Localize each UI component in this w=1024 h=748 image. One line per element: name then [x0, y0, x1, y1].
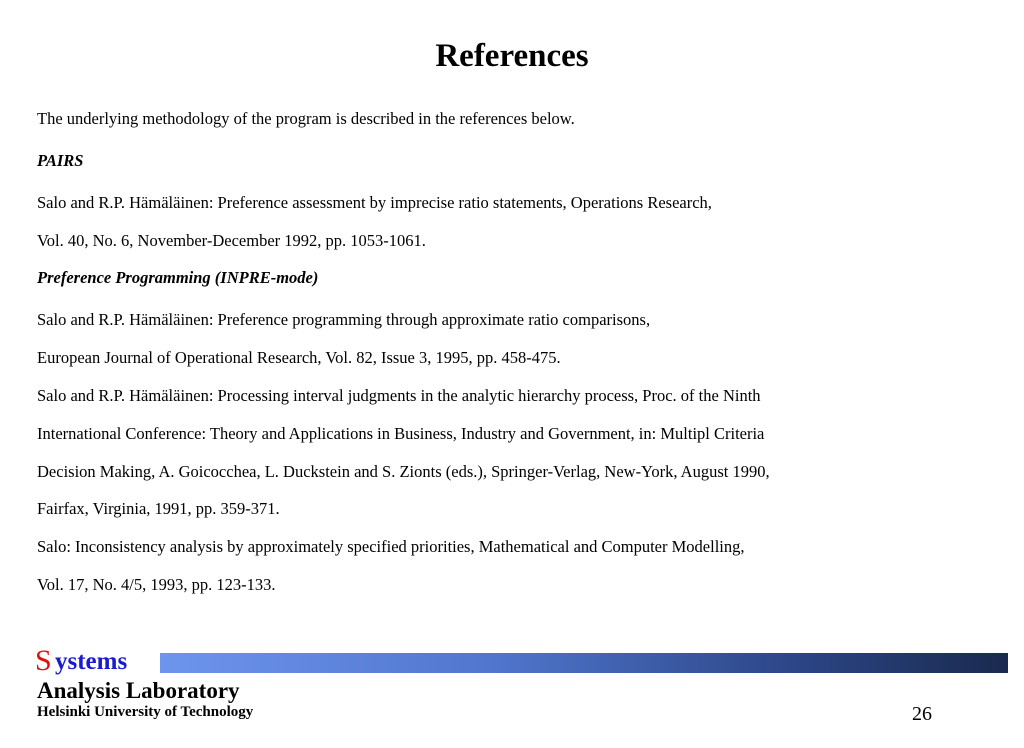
logo-letter-s: S [35, 644, 52, 677]
reference-line: Fairfax, Virginia, 1991, pp. 359-371. [37, 499, 280, 518]
footer-gradient-bar [160, 653, 1008, 673]
reference-line: Decision Making, A. Goicocchea, L. Duckstein and S. Zionts (eds.), Springer-Verlag, New-York, August 1990, [37, 462, 770, 481]
reference-line: Salo: Inconsistency analysis by approximately specified priorities, Mathematical and Computer Modelling, [37, 537, 745, 556]
reference-line: Salo and R.P. Hämäläinen: Processing interval judgments in the analytic hierarchy process, Proc. of the Ninth [37, 386, 761, 405]
section-heading-preference-programming: Preference Programming (INPRE-mode) [37, 268, 319, 287]
reference-line: International Conference: Theory and Applications in Business, Industry and Government, in: Multipl Criteria [37, 424, 765, 443]
reference-line: Vol. 17, No. 4/5, 1993, pp. 123-133. [37, 575, 276, 594]
reference-line: Salo and R.P. Hämäläinen: Preference programming through approximate ratio comparisons, [37, 310, 651, 329]
reference-line: European Journal of Operational Research, Vol. 82, Issue 3, 1995, pp. 458-475. [37, 348, 561, 367]
university-name: Helsinki University of Technology [37, 704, 254, 720]
page-number: 26 [912, 703, 932, 725]
section-heading-pairs: PAIRS [37, 151, 84, 170]
slide-title: References [435, 38, 589, 74]
reference-line: Salo and R.P. Hämäläinen: Preference assessment by imprecise ratio statements, Operations Research, [37, 193, 712, 212]
reference-line: Vol. 40, No. 6, November-December 1992, pp. 1053-1061. [37, 231, 426, 250]
lab-name: Analysis Laboratory [37, 678, 240, 703]
intro-text: The underlying methodology of the program is described in the references below. [37, 109, 575, 128]
logo-systems-text: ystems [55, 648, 128, 675]
